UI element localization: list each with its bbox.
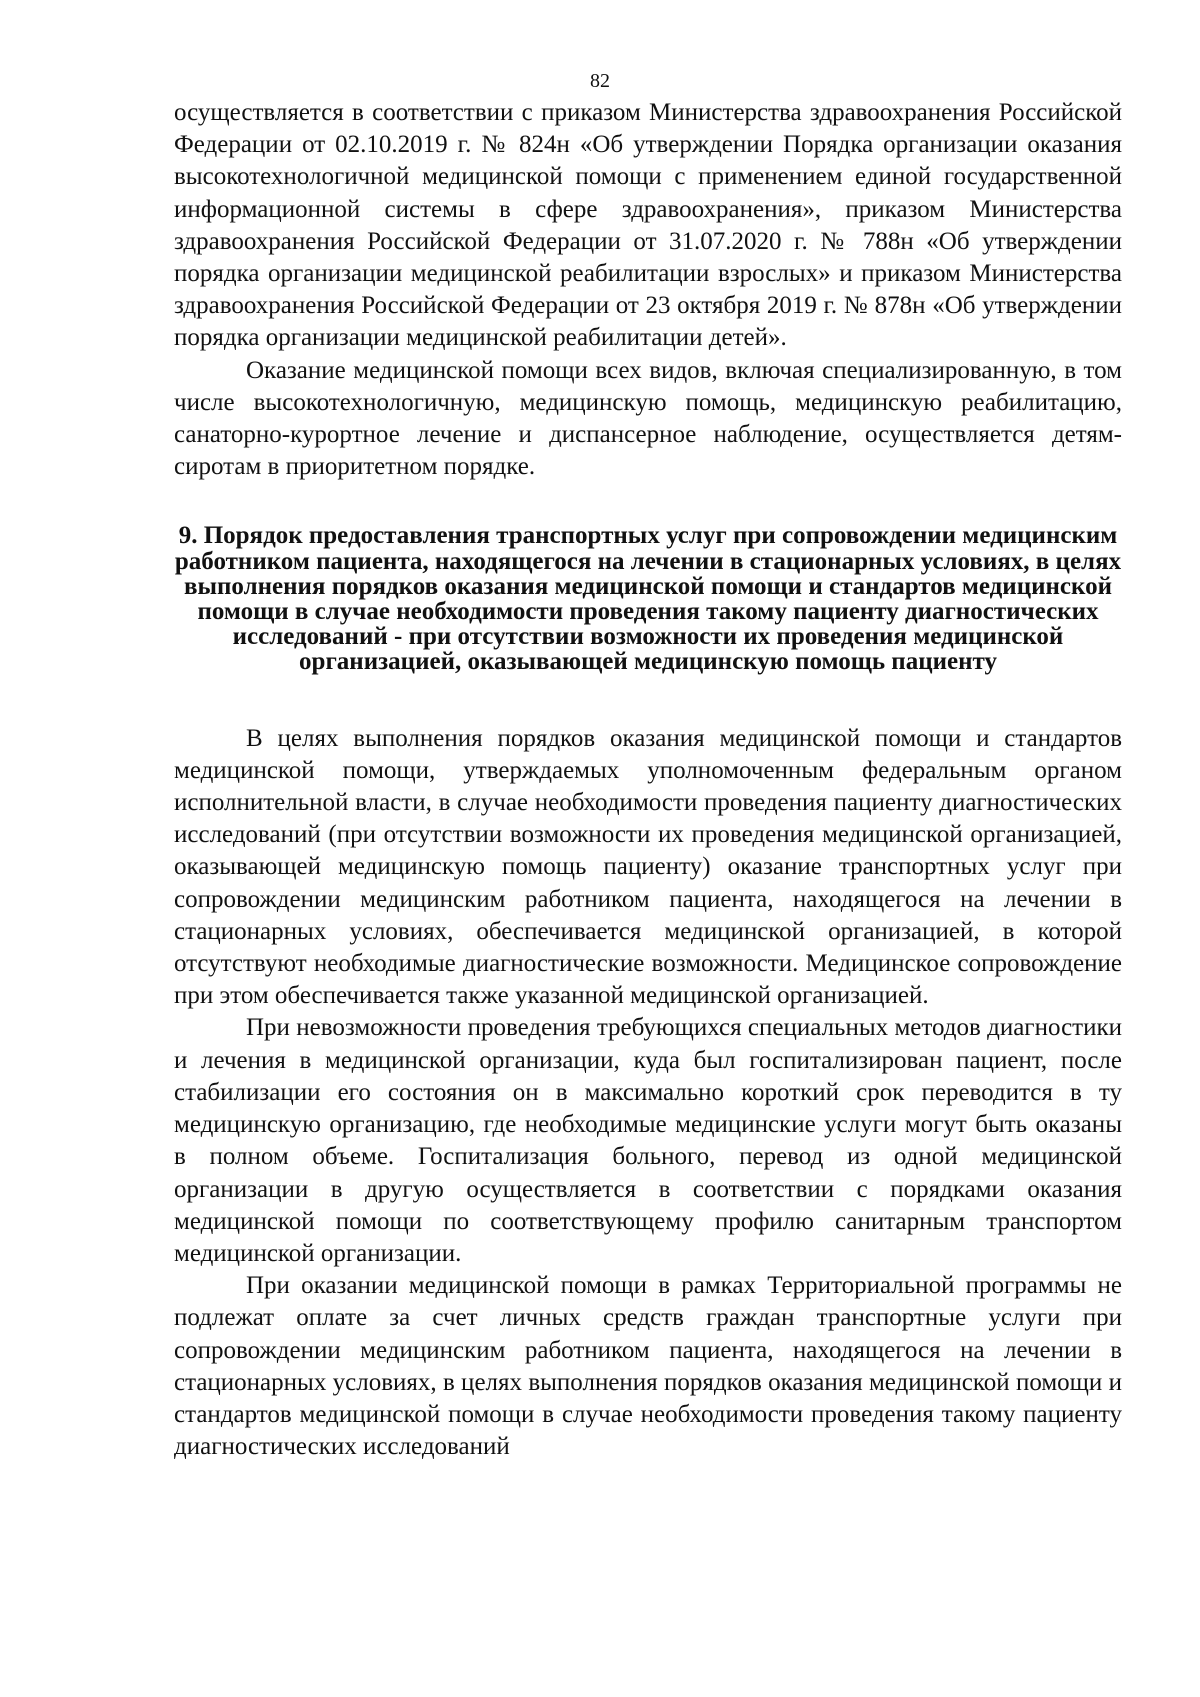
heading-spacer	[174, 675, 1122, 723]
page-number: 82	[590, 70, 610, 92]
paragraph-section-2: При невозможности проведения требующихся специальных методов диагностики и лечения в медицинской организации, куда был госпитализирован пациент, после стабилизации его состояния он в максимально короткий срок переводится в ту медицинскую организацию, где необходимые медицинские услуги могут быть оказаны в полном объеме. Госпитализация больного, перевод из одной медицинской организации в другую осуществляется в соответствии с порядками оказания медицинской помощи по соответствующему профилю санитарным транспортом медицинской организации.	[174, 1014, 1122, 1267]
section-heading: 9. Порядок предоставления транспортных услуг при сопровождении медицинским работником пациента, находящегося на лечении в стационарных условиях, в целях выполнения порядков оказания медицинской помощи и стандартов медицинской помощи в случае необходимости проведения такому пациенту диагностических исследований - при отсутствии возможности их проведения медицинской организацией, оказывающей медицинскую помощь пациенту	[174, 522, 1122, 676]
paragraph-top-2: Оказание медицинской помощи всех видов, включая специализированную, в том числе высокотехнологичную, медицинскую помощь, медицинскую реабилитацию, санаторно-курортное лечение и диспансерное наблюдение, осуществляется детям-сиротам в приоритетном порядке.	[174, 356, 1122, 481]
paragraph-section-3: При оказании медицинской помощи в рамках Территориальной программы не подлежат оплате за счет личных средств граждан транспортные услуги при сопровождении медицинским работником пациента, находящегося на лечении в стационарных условиях, в целях выполнения порядков оказания медицинской помощи и стандартов медицинской помощи в случае необходимости проведения такому пациенту диагностических исследований	[174, 1272, 1122, 1461]
paragraph-section-1: В целях выполнения порядков оказания медицинской помощи и стандартов медицинской помощи, утверждаемых уполномоченным федеральным органом исполнительной власти, в случае необходимости проведения пациенту диагностических исследований (при отсутствии возможности их проведения медицинской организацией, оказывающей медицинскую помощь пациенту) оказание транспортных услуг при сопровождении медицинским работником пациента, находящегося на лечении в стационарных условиях, обеспечивается медицинской организацией, в которой отсутствуют необходимые диагностические возможности. Медицинское сопровождение при этом обеспечивается также указанной медицинской организацией.	[174, 724, 1122, 1010]
paragraph-top-1: осуществляется в соответствии с приказом Министерства здравоохранения Российской Федерации от 02.10.2019 г. № 824н «Об утверждении Порядка организации оказания высокотехнологичной медицинской помощи с применением единой государственной информационной системы в сфере здравоохранения», приказом Министерства здравоохранения Российской Федерации от 31.07.2020 г. № 788н «Об утверждении порядка организации медицинской реабилитации взрослых» и приказом Министерства здравоохранения Российской Федерации от 23 октября 2019 г. № 878н «Об утверждении порядка организации медицинской реабилитации детей».	[174, 99, 1122, 352]
document-body	[174, 97, 1122, 1463]
